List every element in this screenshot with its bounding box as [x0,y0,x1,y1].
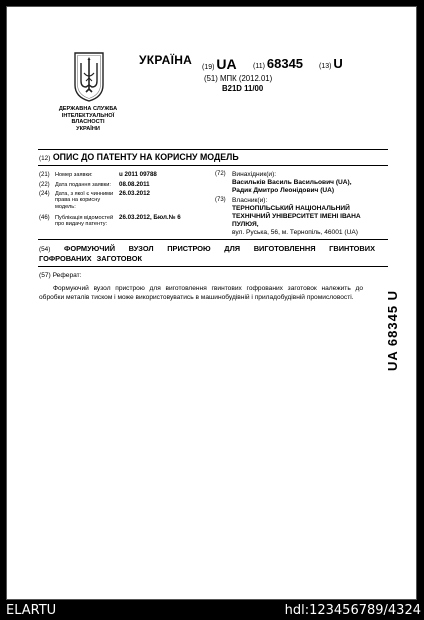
inventor-name: Радик Дмитро Леонідович (UA) [232,187,335,194]
divider [38,165,388,166]
patent-number: 68345 [266,56,304,71]
footer-bar [0,600,424,620]
country-code-field [202,56,237,72]
publication-date: 26.03.2012, Бюл.№ 6 [119,214,181,221]
abstract-text: Формуючий вузол пристрою для виготовлення гвинтових гофрованих заготовок належить до обробки металів тиском і може використовуватись в машинобудівній і приладобудівній промисловості. [39,285,363,301]
inid-code: (73) [215,197,226,203]
owner-name: ПУЛЮЯ, [232,221,259,228]
abstract-label [39,272,82,279]
inventor-name: Васильків Василь Васильович (UA), [232,179,352,186]
owner-name: ТЕХНІЧНИЙ УНІВЕРСИТЕТ ІМЕНІ ІВАНА [232,213,361,220]
document-title-text: ОПИС ДО ПАТЕНТУ НА КОРИСНУ МОДЕЛЬ [52,152,239,162]
utility-model-title [39,245,375,264]
inid-code: (54) [39,246,51,253]
field-label: Номер заявки: [55,172,93,178]
country-code: UA [216,56,237,72]
owner-name: ТЕРНОПІЛЬСЬКИЙ НАЦІОНАЛЬНИЙ [232,205,350,212]
office-line: ІНТЕЛЕКТУАЛЬНОЇ [61,112,115,119]
application-number: u 2011 09788 [119,171,157,178]
inid-code: (12) [39,155,51,162]
patent-page [6,6,417,600]
patent-number-field [253,56,303,71]
country-name: УКРАЇНА [139,53,193,67]
kind-code-field [319,56,343,71]
inid-code: (57) [39,272,51,279]
field-label: Власник(и): [232,197,268,204]
repository-name: ELARTU [6,603,57,618]
divider [38,239,388,240]
field-label: про видачу патенту: [55,221,108,228]
field-label: Дата подання заявки: [55,182,111,188]
filing-date: 08.08.2011 [119,181,150,188]
field-label: Публікація відомостей [55,215,114,221]
field-label: модель: [55,203,76,210]
document-title [39,152,239,162]
patent-office-name [47,106,129,132]
inid-code: (46) [39,215,50,221]
ipc-field [204,74,272,83]
inid-code: (72) [215,171,226,177]
field-label: права на корисну [55,197,101,204]
office-line: УКРАЇНИ [76,125,100,132]
inid-code: (21) [39,172,50,178]
abstract-label-text: Реферат: [52,272,82,279]
office-line: ДЕРЖАВНА СЛУЖБА [58,106,118,112]
divider [38,266,388,267]
kind-code: U [333,56,343,71]
ipc-label: МПК (2012.01) [220,74,273,83]
inid-code: (19) [202,64,215,71]
effective-date: 26.03.2012 [119,190,150,197]
field-label: Винахідник(и): [232,171,277,178]
inid-code: (24) [39,191,50,197]
office-line: ВЛАСНОСТІ [71,119,105,126]
trident-emblem-icon [73,51,105,103]
inid-code: (51) [204,74,218,83]
ipc-class: B21D 11/00 [222,84,264,93]
owner-address: вул. Руська, 56, м. Тернопіль, 46001 (UA) [232,229,358,236]
field-label: Дата, з якої є чинними [55,191,114,197]
inid-code: (13) [319,63,332,70]
side-patent-code: UA 68345 U [385,289,400,371]
utility-model-title-text: ФОРМУЮЧИЙ ВУЗОЛ ПРИСТРОЮ ДЛЯ ВИГОТОВЛЕННЯ ГВИНТОВИХ ГОФРОВАНИХ ЗАГОТОВОК [39,244,376,263]
handle-id: hdl:123456789/4324 [284,603,421,618]
divider [38,149,388,150]
inid-code: (22) [39,182,50,188]
inid-code: (11) [253,63,265,70]
